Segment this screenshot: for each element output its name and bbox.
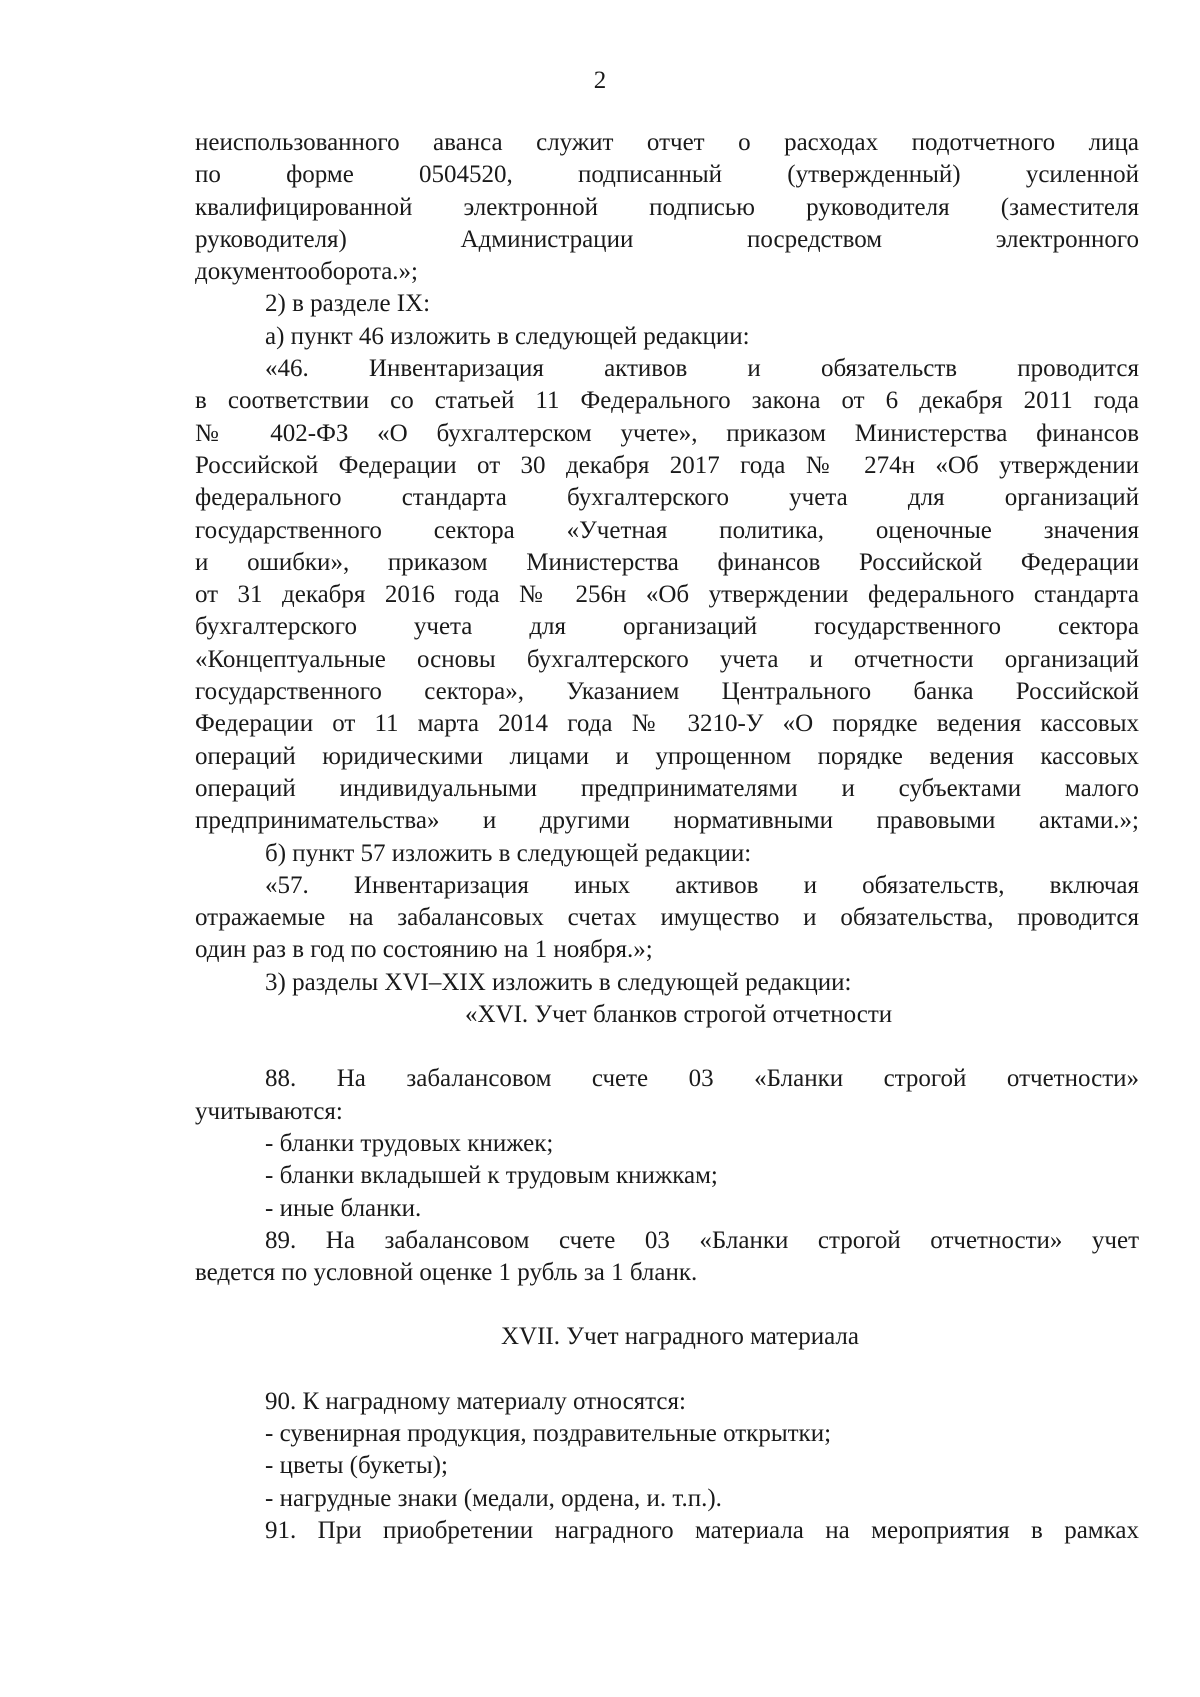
text-line: и ошибки», приказом Министерства финансов Российской Федерации — [195, 548, 1139, 576]
text-line: «46. Инвентаризация активов и обязательств проводится — [265, 355, 1139, 383]
section-heading-xvii: XVII. Учет наградного материала — [501, 1323, 859, 1351]
text-line: 90. К наградному материалу относятся: — [265, 1387, 686, 1415]
text-line: 89. На забалансовом счете 03 «Бланки строгой отчетности» учет — [265, 1226, 1139, 1254]
spacer — [195, 1289, 1139, 1321]
text-line: руководителя) Администрации посредством электронного — [195, 225, 1139, 253]
list-item: - иные бланки. — [265, 1194, 422, 1222]
page-number: 2 — [593, 67, 607, 94]
list-item: - цветы (букеты); — [265, 1452, 448, 1480]
text-line: по форме 0504520, подписанный (утвержденный) усиленной — [195, 161, 1139, 189]
text-line: № 402-ФЗ «О бухгалтерском учете», приказом Министерства финансов — [195, 419, 1139, 447]
text-line: государственного сектора «Учетная политика, оценочные значения — [195, 516, 1139, 544]
text-line: б) пункт 57 изложить в следующей редакции: — [265, 839, 752, 867]
text-line: от 31 декабря 2016 года № 256н «Об утверждении федерального стандарта — [195, 581, 1139, 609]
text-line: государственного сектора», Указанием Центрального банка Российской — [195, 678, 1139, 706]
text-line: неиспользованного аванса служит отчет о расходах подотчетного лица — [195, 129, 1139, 156]
text-line: 2) в разделе IX: — [265, 290, 431, 318]
text-line: Российской Федерации от 30 декабря 2017 года № 274н «Об утверждении — [195, 451, 1139, 479]
text-line: 91. При приобретении наградного материала на мероприятия в рамках — [265, 1516, 1139, 1544]
text-line: бухгалтерского учета для организаций государственного сектора — [195, 613, 1139, 641]
text-line: документооборота.»; — [195, 258, 418, 286]
text-line: отражаемые на забалансовых счетах имущество и обязательства, проводится — [195, 904, 1139, 932]
text-line: Федерации от 11 марта 2014 года № 3210-У «О порядке ведения кассовых — [195, 710, 1139, 738]
text-line: «57. Инвентаризация иных активов и обязательств, включая — [265, 871, 1139, 899]
text-line: квалифицированной электронной подписью руководителя (заместителя — [195, 193, 1139, 221]
text-line: 88. На забалансовом счете 03 «Бланки строгой отчетности» — [265, 1065, 1139, 1093]
list-item: - бланки вкладышей к трудовым книжкам; — [265, 1162, 718, 1190]
text-line: предпринимательства» и другими нормативными правовыми актами.»; — [195, 807, 1139, 835]
text-line: «Концептуальные основы бухгалтерского учета и отчетности организаций — [195, 645, 1139, 673]
text-line: операций индивидуальными предпринимателями и субъектами малого — [195, 774, 1139, 802]
text-line: в соответствии со статьей 11 Федерального закона от 6 декабря 2011 года — [195, 387, 1139, 415]
list-item: - нагрудные знаки (медали, ордена, и. т.п.). — [265, 1484, 722, 1512]
text-line: 3) разделы XVI–XIX изложить в следующей редакции: — [265, 968, 852, 996]
list-item: - сувенирная продукция, поздравительные открытки; — [265, 1419, 832, 1447]
list-item: - бланки трудовых книжек; — [265, 1129, 554, 1157]
text-line: федерального стандарта бухгалтерского учета для организаций — [195, 484, 1139, 512]
section-heading-xvi: «XVI. Учет бланков строгой отчетности — [465, 1001, 893, 1029]
spacer — [195, 1354, 1139, 1386]
text-line: ведется по условной оценке 1 рубль за 1 бланк. — [195, 1259, 698, 1287]
spacer — [195, 1031, 1139, 1063]
document-body — [195, 127, 1139, 1547]
text-line: учитываются: — [195, 1097, 343, 1125]
text-line: один раз в год по состоянию на 1 ноября.»; — [195, 936, 653, 964]
text-line: а) пункт 46 изложить в следующей редакции: — [265, 322, 750, 350]
text-line: операций юридическими лицами и упрощенном порядке ведения кассовых — [195, 742, 1139, 770]
